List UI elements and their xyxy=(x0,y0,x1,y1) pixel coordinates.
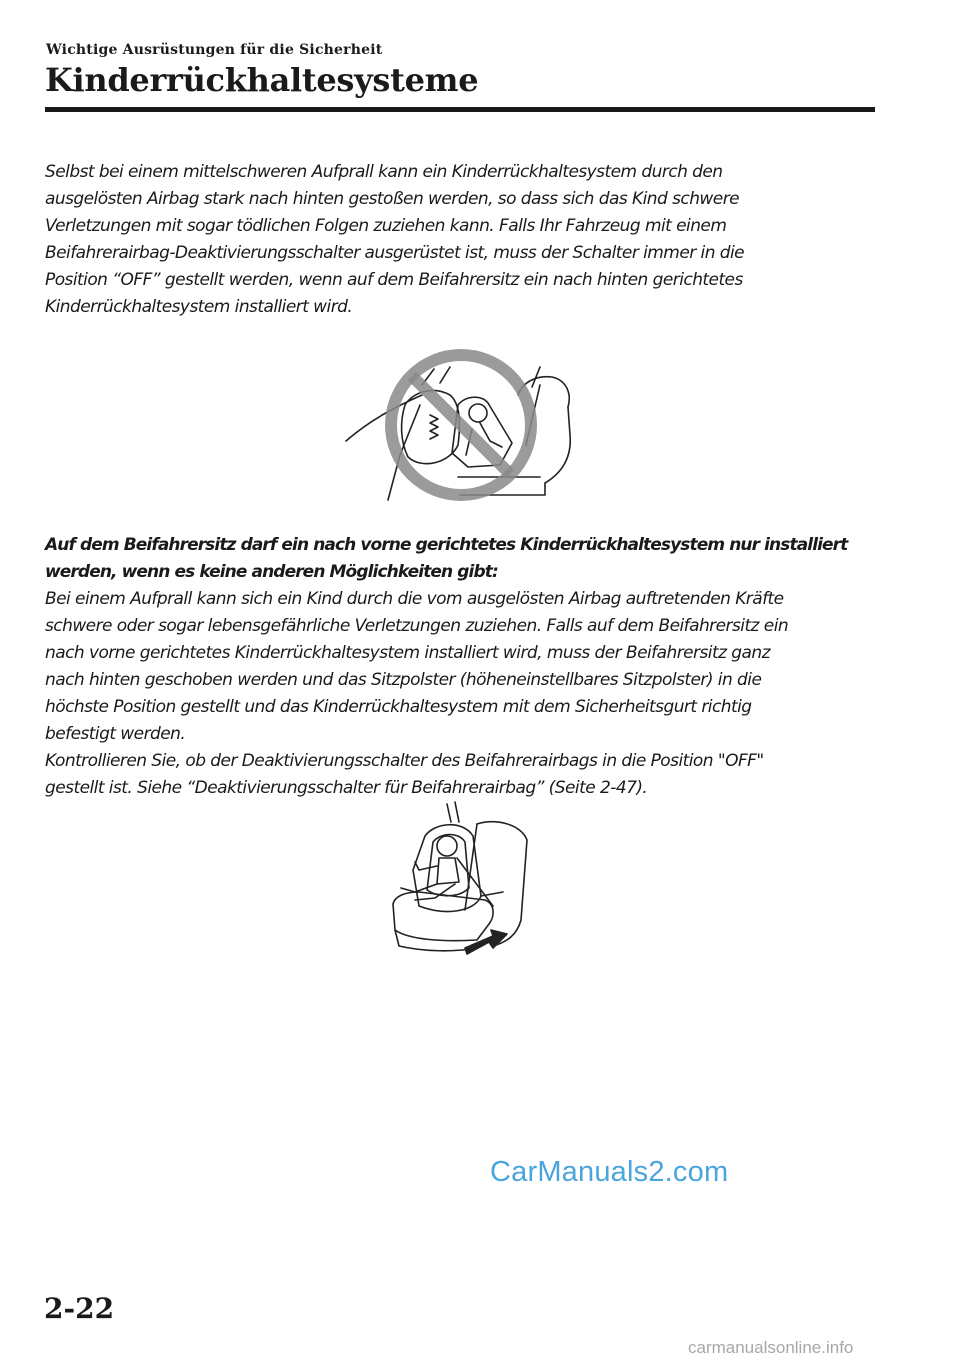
warning-paragraph xyxy=(45,159,875,321)
watermark: CarManuals2.com xyxy=(490,1156,729,1188)
text-line: Verletzungen mit sogar tödlichen Folgen zuziehen kann. Falls Ihr Fahrzeug mit einem xyxy=(45,216,727,236)
warning-heading-line: werden, wenn es keine anderen Möglichkeiten gibt: xyxy=(45,562,498,582)
title-rule xyxy=(45,107,875,112)
text-line: höchste Position gestellt und das Kinderrückhaltesystem mit dem Sicherheitsgurt richtig xyxy=(45,697,752,717)
source-watermark: carmanualsonline.info xyxy=(688,1338,854,1357)
text-line: Kontrollieren Sie, ob der Deaktivierungsschalter des Beifahrerairbags in die Position "OFF" xyxy=(45,751,764,771)
text-line: Bei einem Aufprall kann sich ein Kind durch die vom ausgelösten Airbag auftretenden Kräfte xyxy=(45,589,784,609)
page-title: Kinderrückhaltesysteme xyxy=(45,61,479,99)
forward-child-seat-illustration xyxy=(385,800,535,970)
text-line: Kinderrückhaltesystem installiert wird. xyxy=(45,297,353,317)
page-number: 2-22 xyxy=(44,1292,115,1325)
text-line: Beifahrerairbag-Deaktivierungsschalter ausgerüstet ist, muss der Schalter immer in die xyxy=(45,243,745,263)
text-line: ausgelösten Airbag stark nach hinten gestoßen werden, so dass sich das Kind schwere xyxy=(45,189,740,209)
prohibited-child-seat-illustration xyxy=(340,345,585,505)
text-line: gestellt ist. Siehe “Deaktivierungsschalter für Beifahrerairbag” (Seite 2-47). xyxy=(45,778,648,798)
text-line: Selbst bei einem mittelschweren Aufprall kann ein Kinderrückhaltesystem durch den xyxy=(45,162,723,182)
text-line: Position “OFF” gestellt werden, wenn auf dem Beifahrersitz ein nach hinten gerichtetes xyxy=(45,270,743,290)
text-line: nach vorne gerichtetes Kinderrückhaltesystem installiert wird, muss der Beifahrersitz ganz xyxy=(45,643,771,663)
warning-heading-line: Auf dem Beifahrersitz darf ein nach vorne gerichtetes Kinderrückhaltesystem nur installiert xyxy=(45,535,848,555)
forward-facing-section xyxy=(45,532,875,802)
text-line: nach hinten geschoben werden und das Sitzpolster (höheneinstellbares Sitzpolster) in die xyxy=(45,670,762,690)
text-line: befestigt werden. xyxy=(45,724,186,744)
section-label: Wichtige Ausrüstungen für die Sicherheit xyxy=(46,42,383,58)
text-line: schwere oder sogar lebensgefährliche Verletzungen zuziehen. Falls auf dem Beifahrersitz ein xyxy=(45,616,789,636)
